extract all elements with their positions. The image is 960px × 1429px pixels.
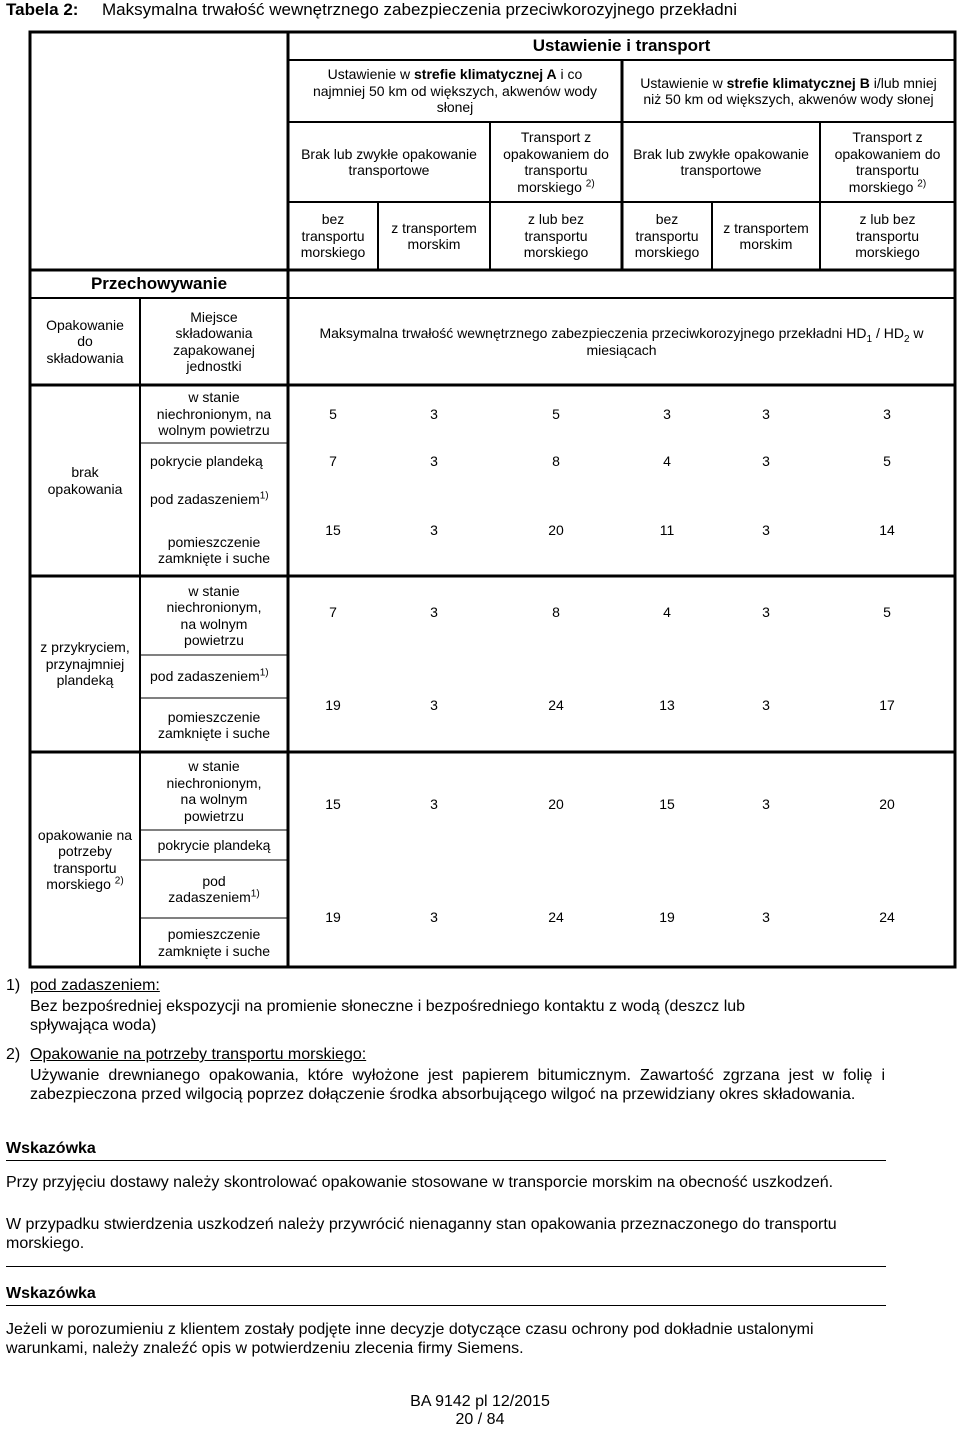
value-cell: 19: [325, 909, 341, 925]
value-cell: 15: [659, 796, 675, 812]
caption-title: Maksymalna trwałość wewnętrznego zabezpieczenia przeciwkorozyjnego przekładni: [102, 0, 737, 19]
value-cell: 4: [663, 453, 671, 469]
value-cell: 3: [762, 796, 770, 812]
note-1-p2: W przypadku stwierdzenia uszkodzeń należy przywrócić nienaganny stan opakowania przeznaczonego do transportu morskiego.: [6, 1216, 837, 1252]
value-cell: 19: [659, 909, 675, 925]
place-plandeka: pokrycie plandeką: [157, 836, 271, 853]
value-cell: 3: [883, 406, 891, 422]
storage-col1: Opakowanie do składowania: [46, 316, 124, 366]
value-cell: 3: [762, 697, 770, 713]
footnote-1-number: 1): [6, 977, 21, 994]
value-cell: 5: [329, 406, 337, 422]
value-cell: 24: [548, 697, 564, 713]
header-transport-a: Transport z opakowaniem do transportu morskiego $^{2)}$: [503, 129, 609, 195]
value-cell: 3: [430, 522, 438, 538]
value-cell: 3: [762, 406, 770, 422]
value-cell: 8: [552, 604, 560, 620]
footnote-2-text: Używanie drewnianego opakowania, które wyłożone jest papierem bitumicznym. Zawartość zgrzana jest w folię i zabezpieczona przed wilgocią poprzez dołączenie środka absorbującego wilgoć na przewidziany okres składowania.: [30, 1067, 885, 1103]
place-zadaszenie: pod zadaszeniem$^{1)}$: [150, 490, 269, 507]
value-cell: 3: [762, 909, 770, 925]
value-cell: 3: [663, 406, 671, 422]
value-cell: 13: [659, 697, 675, 713]
header-brak-b: Brak lub zwykłe opakowanie transportowe: [633, 145, 809, 178]
value-cell: 3: [430, 796, 438, 812]
value-cell: 14: [879, 522, 895, 538]
group-z-przykryciem: z przykryciem, przynajmniej plandeką: [40, 639, 130, 689]
note-2-rule: [6, 1305, 886, 1306]
footnote-1-title: pod zadaszeniem:: [30, 977, 160, 994]
footer-doc-id: BA 9142 pl 12/2015: [410, 1393, 550, 1410]
value-cell: 3: [430, 909, 438, 925]
value-cell: 15: [325, 522, 341, 538]
note-1-bottom-rule: [6, 1266, 886, 1267]
value-cell: 3: [430, 697, 438, 713]
value-cell: 3: [430, 406, 438, 422]
note-2-title: Wskazówka: [6, 1285, 96, 1302]
value-cell: 15: [325, 796, 341, 812]
subheader-z-b: z transportem morskim: [723, 219, 809, 252]
note-2-p1: Jeżeli w porozumieniu z klientem zostały podjęte inne decyzje dotyczące czasu ochrony pod dokładnie ustalonymi warunkami, należy znaleźć opis w potwierdzeniu zlecenia firmy Siemens.: [6, 1321, 814, 1357]
header-transport-b: Transport z opakowaniem do transportu morskiego $^{2)}$: [834, 129, 941, 195]
value-cell: 20: [548, 796, 564, 812]
place-zadaszenie: pod zadaszeniem$^{1)}$: [150, 667, 269, 685]
storage-col2: Miejsce składowania zapakowanej jednostki: [173, 308, 255, 374]
value-cell: 20: [879, 796, 895, 812]
value-cell: 24: [879, 909, 895, 925]
place-zamkniete: pomieszczenie zamknięte i suche: [157, 533, 271, 566]
place-niechroniony: w stanie niechronionym, na wolnym powietrzu: [166, 758, 262, 824]
note-1-title: Wskazówka: [6, 1140, 96, 1157]
subheader-zlub-b: z lub bez transportu morskiego: [855, 211, 920, 261]
value-cell: 24: [548, 909, 564, 925]
caption-label: Tabela 2:: [6, 0, 79, 19]
footnote-2-title: Opakowanie na potrzeby transportu morskiego:: [30, 1046, 367, 1063]
value-cell: 11: [659, 522, 675, 538]
value-cell: 3: [430, 604, 438, 620]
place-plandeka: pokrycie plandeką: [150, 452, 263, 469]
value-cell: 3: [762, 453, 770, 469]
subheader-bez-b: bez transportu morskiego: [634, 211, 700, 261]
place-zamkniete: pomieszczenie zamknięte i suche: [157, 926, 271, 959]
value-cell: 4: [663, 604, 671, 620]
subheader-z-a: z transportem morskim: [391, 219, 477, 252]
value-cell: 7: [329, 604, 337, 620]
place-zadaszenie: pod zadaszeniem$^{1)}$: [168, 872, 260, 905]
subheader-bez-a: bez transportu morskiego: [300, 211, 366, 261]
place-zamkniete: pomieszczenie zamknięte i suche: [157, 708, 271, 741]
header-zone-a: Ustawienie w strefie klimatycznej A i co najmniej 50 km od większych, akwenów wody słonej: [312, 66, 597, 116]
group-opakowanie-morskie: opakowanie na potrzeby transportu morskiego $^{2)}$: [37, 826, 133, 892]
header-zone-b: Ustawienie w strefie klimatycznej B i/lub mniej niż 50 km od większych, akwenów wody słonej: [640, 74, 937, 107]
value-cell: 3: [762, 522, 770, 538]
value-cell: 5: [883, 604, 891, 620]
header-brak-a: Brak lub zwykłe opakowanie transportowe: [301, 145, 477, 178]
value-cell: 7: [329, 453, 337, 469]
subheader-zlub-a: z lub bez transportu morskiego: [523, 211, 589, 261]
header-main: Ustawienie i transport: [532, 35, 711, 55]
note-1-p1: Przy przyjęciu dostawy należy skontrolować opakowanie stosowane w transporcie morskim na obecność uszkodzeń.: [6, 1174, 834, 1191]
footer-page-number: 20 / 84: [455, 1411, 505, 1428]
value-cell: 3: [762, 604, 770, 620]
value-cell: 20: [548, 522, 564, 538]
note-1-rule: [6, 1160, 886, 1161]
value-cell: 8: [552, 453, 560, 469]
footnote-2-number: 2): [6, 1046, 21, 1063]
value-cell: 3: [430, 453, 438, 469]
place-niechroniony: w stanie niechronionym, na wolnym powietrzu: [156, 389, 272, 439]
group-brak-opakowania: brak opakowania: [47, 464, 123, 497]
storage-title: Przechowywanie: [90, 273, 228, 293]
place-niechroniony: w stanie niechronionym, na wolnym powietrzu: [166, 582, 262, 648]
storage-desc: Maksymalna trwałość wewnętrznego zabezpieczenia przeciwkorozyjnego przekładni $HD_1 / HD_2$ w miesiącach: [319, 325, 924, 358]
footnote-1-text: Bez bezpośredniej ekspozycji na promienie słoneczne i bezpośredniego kontaktu z wodą (deszcz lub spływająca woda): [30, 998, 746, 1034]
value-cell: 17: [879, 697, 895, 713]
value-cell: 19: [325, 697, 341, 713]
value-cell: 5: [883, 453, 891, 469]
value-cell: 5: [552, 406, 560, 422]
